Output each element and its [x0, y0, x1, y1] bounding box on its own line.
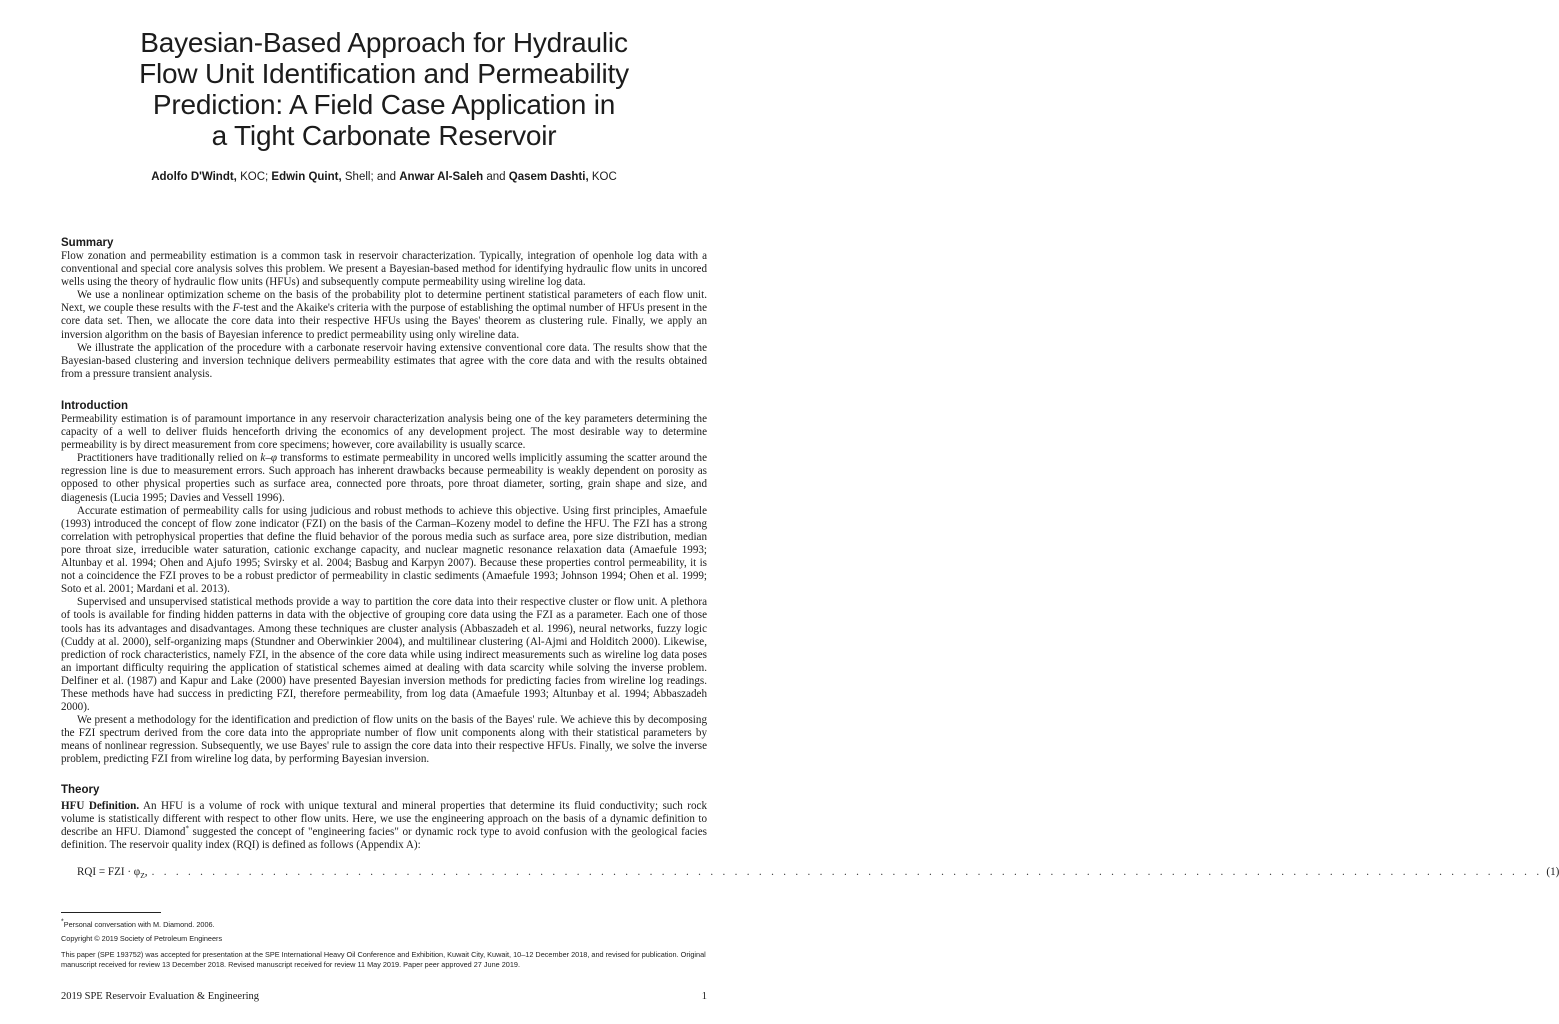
page-footer — [61, 991, 707, 1003]
summary-p2-text-b: -test and the Akaike's criteria with the purpose of establishing the optimal number of HFUs present in the core data set. Then, we allocate the core data into their respective HFUs using the Bayes' theorem as clustering rule. Finally, we apply an inversion algorithm on the basis of Bayesian inference to predict permeability using only wireline data. — [61, 302, 707, 341]
author-2-name: Edwin Quint, — [271, 171, 342, 183]
summary-p2-text-a: We use a nonlinear optimization scheme on the basis of the probability plot to determine pertinent statistical parameters of each flow unit. Next, we couple these results with the — [61, 289, 707, 315]
author-1-name: Adolfo D'Windt, — [151, 171, 237, 183]
summary-paragraph-1: Flow zonation and permeability estimation is a common task in reservoir characterization. Typically, integration of openhole log data with a conventional and special core analysis solves this problem. We present a Bayesian-based method for identifying hydraulic flow units in uncored wells using the theory of hydraulic flow units (HFUs) and subsequently compute permeability using wireline log data. — [61, 250, 707, 289]
theory-paragraph-1 — [61, 800, 707, 852]
author-2-affiliation: Shell; and — [341, 171, 400, 183]
theory-p1-text-a: An HFU is a volume of rock with unique textural and mineral properties that determine its fluid conductivity; such rock volume is statistically different with respect to other flow units. Here, we use the engineering approach on the basis of a dynamic definition to describe an HFU. Diamond — [61, 800, 707, 839]
title-line-1: Bayesian-Based Approach for Hydraulic — [140, 27, 628, 58]
equation-leader-dots: . . . . . . . . . . . . . . . . . . . . . . . . . . . . . . . . . . . . . . . . . . . . . . . . . . . . . . . . . . . . . . . . . . . . . . . . . . . . . . . . . . . . . . . . . . . . . . . . . . . . . . . . . . . . . . . . . . . — [151, 866, 1543, 878]
equation-1-expression — [77, 866, 148, 882]
equation-subscript: Z — [140, 871, 145, 881]
footnote-divider — [61, 912, 161, 913]
title-line-4: a Tight Carbonate Reservoir — [211, 120, 557, 151]
author-join: and — [483, 171, 509, 183]
author-1-affiliation: KOC; — [236, 171, 272, 183]
paper-title — [40, 27, 728, 151]
footnote-1-text: Personal conversation with M. Diamond. 2006. — [63, 920, 215, 929]
intro-p2-text-a: Practitioners have traditionally relied on — [77, 452, 261, 465]
intro-paragraph-5: We present a methodology for the identification and prediction of flow units on the basis of the Bayes' rule. We achieve this by decomposing the FZI spectrum derived from the core data into the appropriate number of flow unit components along with their statistical parameters by means of nonlinear regression. Subsequently, we use Bayes' rule to assign the core data into their respective HFUs. Finally, we solve the inverse problem, predicting FZI from wireline log data, by performing Bayesian inversion. — [61, 714, 707, 766]
intro-paragraph-2 — [61, 452, 707, 504]
footnote-marker: * — [185, 824, 189, 833]
journal-name: 2019 SPE Reservoir Evaluation & Engineering — [61, 991, 260, 1002]
footnote-1 — [61, 920, 707, 930]
intro-paragraph-4: Supervised and unsupervised statistical methods provide a way to partition the core data into their respective cluster or flow unit. A plethora of tools is available for finding hidden patterns in data with the objective of grouping core data using the FZI as a parameter. Each one of those tools has its advantages and disadvantages. Among these techniques are cluster analysis (Abbaszadeh et al. 1996), neural networks, fuzzy logic (Cuddy at al. 2000), self-organizing maps (Stundner and Oberwinkier 2004), and multilinear clustering (Al-Ajmi and Holditch 2000). Likewise, prediction of rock characteristics, namely FZI, in the absence of the core data while using indirect measurements such as wireline log data poses an important difficulty requiring the application of statistical schemes aimed at dealing with data scarcity while solving the inverse problem. Delfiner et al. (1987) and Kapur and Lake (2000) have presented Bayesian inversion methods for predicting facies from wireline log readings. These methods have had success in predicting FZI, therefore permeability, from log data (Amaefule 1993; Altunbay et al. 1994; Abbaszadeh 2000). — [61, 596, 707, 714]
title-line-2: Flow Unit Identification and Permeability — [139, 58, 629, 89]
hfu-definition-subheading: HFU Definition. — [61, 800, 140, 812]
introduction-heading: Introduction — [61, 400, 129, 412]
footnote-1-marker: * — [61, 918, 64, 926]
summary-paragraph-2 — [61, 289, 707, 341]
title-line-3: Prediction: A Field Case Application in — [152, 89, 616, 120]
theory-heading: Theory — [61, 784, 100, 796]
equation-tail: , — [144, 866, 148, 878]
intro-paragraph-1: Permeability estimation is of paramount importance in any reservoir characterization analysis being one of the key parameters determining the capacity of a well to deliver fluids henceforth driving the economics of any development project. The most desirable way to determine permeability is by direct measurement from core specimens; however, core availability is usually scarce. — [61, 413, 707, 452]
intro-p2-italic: k–φ — [260, 452, 278, 465]
paper-info: This paper (SPE 193752) was accepted for presentation at the SPE International Heavy Oil Conference and Exhibition, Kuwait City, Kuwait, 10–12 December 2018, and revised for publication. Original manuscript received for review 13 December 2018. Revised manuscript received for review 11 May 2019. Paper peer approved 27 June 2019. — [61, 950, 706, 969]
theory-section — [61, 783, 707, 852]
author-line — [40, 170, 728, 184]
equation-1 — [77, 866, 1559, 882]
summary-p2-italic: F — [232, 302, 240, 315]
page-number: 1 — [701, 991, 707, 1002]
introduction-section — [61, 399, 707, 767]
equation-lhs: RQI = FZI · φ — [77, 866, 141, 878]
equation-number: (1) — [1546, 866, 1559, 878]
intro-p2-text-b: transforms to estimate permeability in uncored wells implicitly assuming the scatter around the regression line is due to measurement errors. Such approach has inherent drawbacks because permeability is weakly dependent on porosity as opposed to other physical properties such as surface area, connected pore throats, pore throat diameter, sorting, grain shape and size, and diagenesis (Lucia 1995; Davies and Vessell 1996). — [61, 452, 707, 504]
copyright-line: Copyright © 2019 Society of Petroleum Engineers — [61, 934, 223, 943]
summary-paragraph-3: We illustrate the application of the procedure with a carbonate reservoir having extensive conventional core data. The results show that the Bayesian-based clustering and inversion technique delivers permeability estimates that agree with the core data and with the results obtained from a pressure transient analysis. — [61, 341, 707, 380]
intro-paragraph-3: Accurate estimation of permeability calls for using judicious and robust methods to achieve this objective. Using first principles, Amaefule (1993) introduced the concept of flow zone indicator (FZI) on the basis of the Carman–Kozeny model to define the HFU. The FZI has a strong correlation with petrophysical properties that define the fluid behavior of the porous media such as surface area, pore size distribution, median pore throat size, irreducible water saturation, cationic exchange capacity, and nuclear magnetic resonance relaxation data (Amaefule 1993; Altunbay et al. 1994; Ohen and Ajufo 1995; Svirsky et al. 2004; Basbug and Karpyn 2007). Because these properties control permeability, it is not a coincidence the FZI proves to be a robust predictor of permeability in clastic sediments (Amaefule 1993; Johnson 1994; Ohen et al. 1999; Soto et al. 2001; Mardani et al. 2013). — [61, 504, 707, 596]
author-3-name: Anwar Al-Saleh — [399, 171, 484, 183]
summary-section — [61, 236, 707, 381]
theory-p1-text-b: suggested the concept of "engineering facies" or dynamic rock type to avoid confusion with the geological facies definition. The reservoir quality index (RQI) is defined as follows (Appendix A): — [61, 826, 707, 852]
summary-heading: Summary — [61, 237, 114, 249]
author-4-affiliation: KOC — [588, 171, 617, 183]
author-4-name: Qasem Dashti, — [508, 171, 589, 183]
